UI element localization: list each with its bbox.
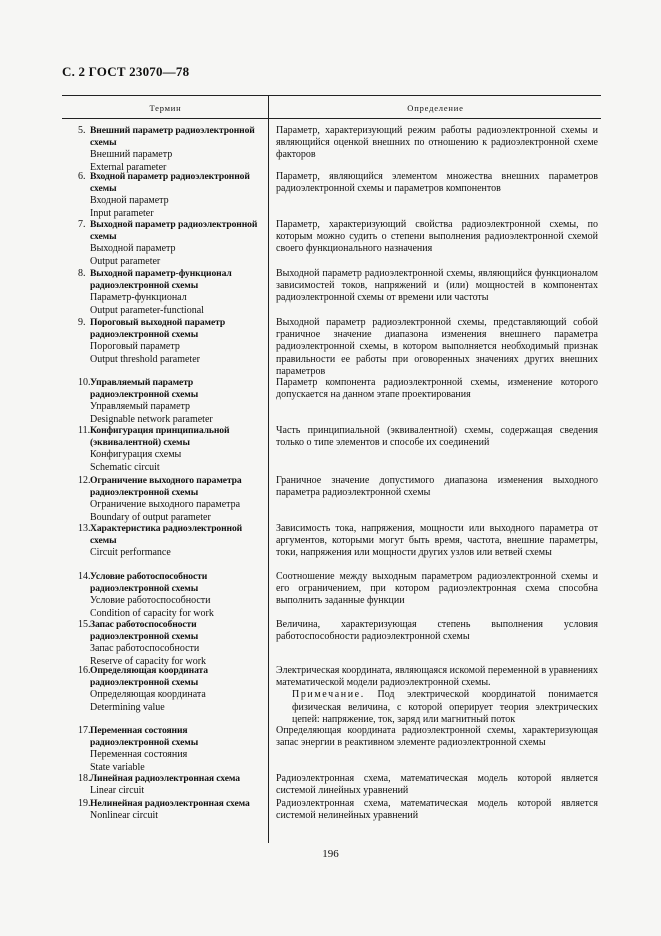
term-name: Выходной параметр радиоэлектронной схемы [90,219,258,243]
term-short-name: Выходной параметр [90,243,176,255]
term-name: Выходной параметр-функционал радиоэлектронной схемы [90,268,232,292]
term-cell [78,268,266,317]
table-header-row [62,96,601,119]
term-name: Внешний параметр радиоэлектронной схемы [90,125,255,149]
page-number: 196 [322,848,339,860]
term-cell [78,798,266,822]
definition-text: Электрическая координата, являющаяся искомой переменной в уравнениях математической модели радиоэлектронной схемы. [276,665,598,689]
term-english: Nonlinear circuit [90,810,159,822]
definition-cell: Зависимость тока, напряжения, мощности или выходного параметра от аргументов, которыми могут быть время, частота, внешние параметры, токи, напряжения или мощности других узлов или ветвей схемы [276,523,598,559]
definition-cell: Соотношение между выходным параметром радиоэлектронной схемы и его ограничением, при котором радиоэлектронная схема способна выполнить заданные функции [276,571,598,607]
definition-cell: Радиоэлектронная схема, математическая модель которой является системой линейных уравнений [276,773,598,797]
term-number: 18. [78,773,91,784]
term-number: 12. [78,475,91,486]
term-number: 8. [78,268,86,279]
column-header-term: Термин [149,103,182,113]
term-name: Входной параметр радиоэлектронной схемы [90,171,250,195]
term-number: 10. [78,377,91,388]
definition-cell: Определяющая координата радиоэлектронной схемы, характеризующая запас энергии в реактивном элементе радиоэлектронной схемы [276,725,598,749]
term-cell [78,377,266,426]
term-short-name: Управляемый параметр [90,401,190,413]
term-english: Condition of capacity for work [90,607,214,619]
term-cell [78,773,266,797]
term-short-name: Запас работоспособности [90,643,200,655]
term-name: Характеристика радиоэлектронной схемы [90,523,243,547]
term-short-name: Условие работоспособности [90,595,211,607]
term-number: 13. [78,523,91,534]
term-english: Reserve of capacity for work [90,655,207,667]
terms-table [62,95,601,843]
definition-cell: Параметр, являющийся элементом множества внешних параметров радиоэлектронной схемы и параметров компонентов [276,171,598,195]
definition-cell: Параметр, характеризующий свойства радиоэлектронной схемы, по которым можно судить о степени выполнения радиоэлектронной схемой своего функционального назначения [276,219,598,255]
term-english: External parameter [90,161,167,173]
term-number: 5. [78,125,86,136]
term-name: Конфигурация принципиальной (эквивалентной) схемы [90,425,230,449]
term-english: Output parameter [90,255,161,267]
term-cell [78,665,266,714]
definition-cell: Выходной параметр радиоэлектронной схемы, представляющий собой граничное значение диапазона изменения внешнего параметра радиоэлектронной схемы, в котором выполняется необходимый признак правильности ее работы при оговоренных значениях других внешних параметров [276,317,598,377]
term-cell [78,219,266,268]
definition-cell: Граничное значение допустимого диапазона изменения выходного параметра радиоэлектронной схемы [276,475,598,499]
term-short-name: Входной параметр [90,195,169,207]
term-name: Переменная состояния радиоэлектронной схемы [90,725,199,749]
term-short-name: Параметр-функционал [90,292,187,304]
term-name: Запас работоспособности радиоэлектронной схемы [90,619,199,643]
term-cell [78,523,266,560]
term-cell [78,125,266,174]
note-text: Под электрической координатой понимается физическая величина, с которой оперирует теория электрических цепей: напряжение, ток, заряд или магнитный поток [292,689,598,725]
term-name: Линейная радиоэлектронная схема [90,773,240,784]
term-name: Пороговый выходной параметр радиоэлектронной схемы [90,317,226,341]
term-number: 17. [78,725,91,736]
term-english: Linear circuit [90,785,145,797]
definition-cell: Параметр, характеризующий режим работы радиоэлектронной схемы и являющийся оценкой внешних по отношению к радиоэлектронной схеме факторов [276,125,598,161]
term-name: Ограничение выходного параметра радиоэлектронной схемы [90,475,242,499]
term-short-name: Ограничение выходного параметра [90,499,241,511]
term-name: Нелинейная радиоэлектронная схема [90,798,250,809]
definition-cell [276,665,598,726]
term-english: Input parameter [90,207,154,219]
term-number: 14. [78,571,91,582]
term-english: Circuit performance [90,547,171,559]
term-number: 19. [78,798,91,809]
term-cell [78,571,266,620]
term-cell [78,317,266,366]
term-english: Output threshold parameter [90,353,200,365]
term-short-name: Внешний параметр [90,149,173,161]
page-header: С. 2 ГОСТ 23070—78 [62,64,190,79]
definition-cell: Радиоэлектронная схема, математическая модель которой является системой нелинейных уравнений [276,798,598,822]
column-divider [268,96,269,843]
term-number: 7. [78,219,86,230]
term-number: 9. [78,317,86,328]
definition-note [276,689,598,726]
term-cell [78,171,266,220]
term-english: Boundary of output parameter [90,511,211,523]
term-name: Условие работоспособности радиоэлектронной схемы [90,571,208,595]
term-number: 6. [78,171,86,182]
term-name: Определяющая координата радиоэлектронной схемы [90,665,208,689]
term-english: Determining value [90,701,165,713]
term-number: 11. [78,425,91,436]
column-header-definition: Определение [407,103,464,113]
definition-cell: Величина, характеризующая степень выполнения условия работоспособности радиоэлектронной схемы [276,619,598,643]
term-short-name: Определяющая координата [90,689,206,701]
term-cell [78,425,266,474]
term-short-name: Переменная состояния [90,749,188,761]
term-english: State variable [90,761,145,773]
term-cell [78,619,266,668]
term-english: Output parameter-functional [90,304,204,316]
term-cell [78,475,266,524]
definition-cell: Часть принципиальной (эквивалентной) схемы, содержащая сведения только о типе элементов и способе их соединений [276,425,598,449]
term-number: 15. [78,619,91,630]
term-cell [78,725,266,774]
definition-cell: Выходной параметр радиоэлектронной схемы, являющийся функционалом зависимостей токов, напряжений и (или) мощностей в компонентах радиоэлектронной схемы от времени или частоты [276,268,598,304]
term-name: Управляемый параметр радиоэлектронной схемы [90,377,199,401]
term-english: Schematic circuit [90,461,160,473]
note-label: Примечание. [292,689,365,701]
term-short-name: Конфигурация схемы [90,449,182,461]
term-english: Designable network parameter [90,413,213,425]
definition-cell: Параметр компонента радиоэлектронной схемы, изменение которого допускается на данном этапе проектирования [276,377,598,401]
term-short-name: Пороговый параметр [90,341,180,353]
term-number: 16. [78,665,91,676]
